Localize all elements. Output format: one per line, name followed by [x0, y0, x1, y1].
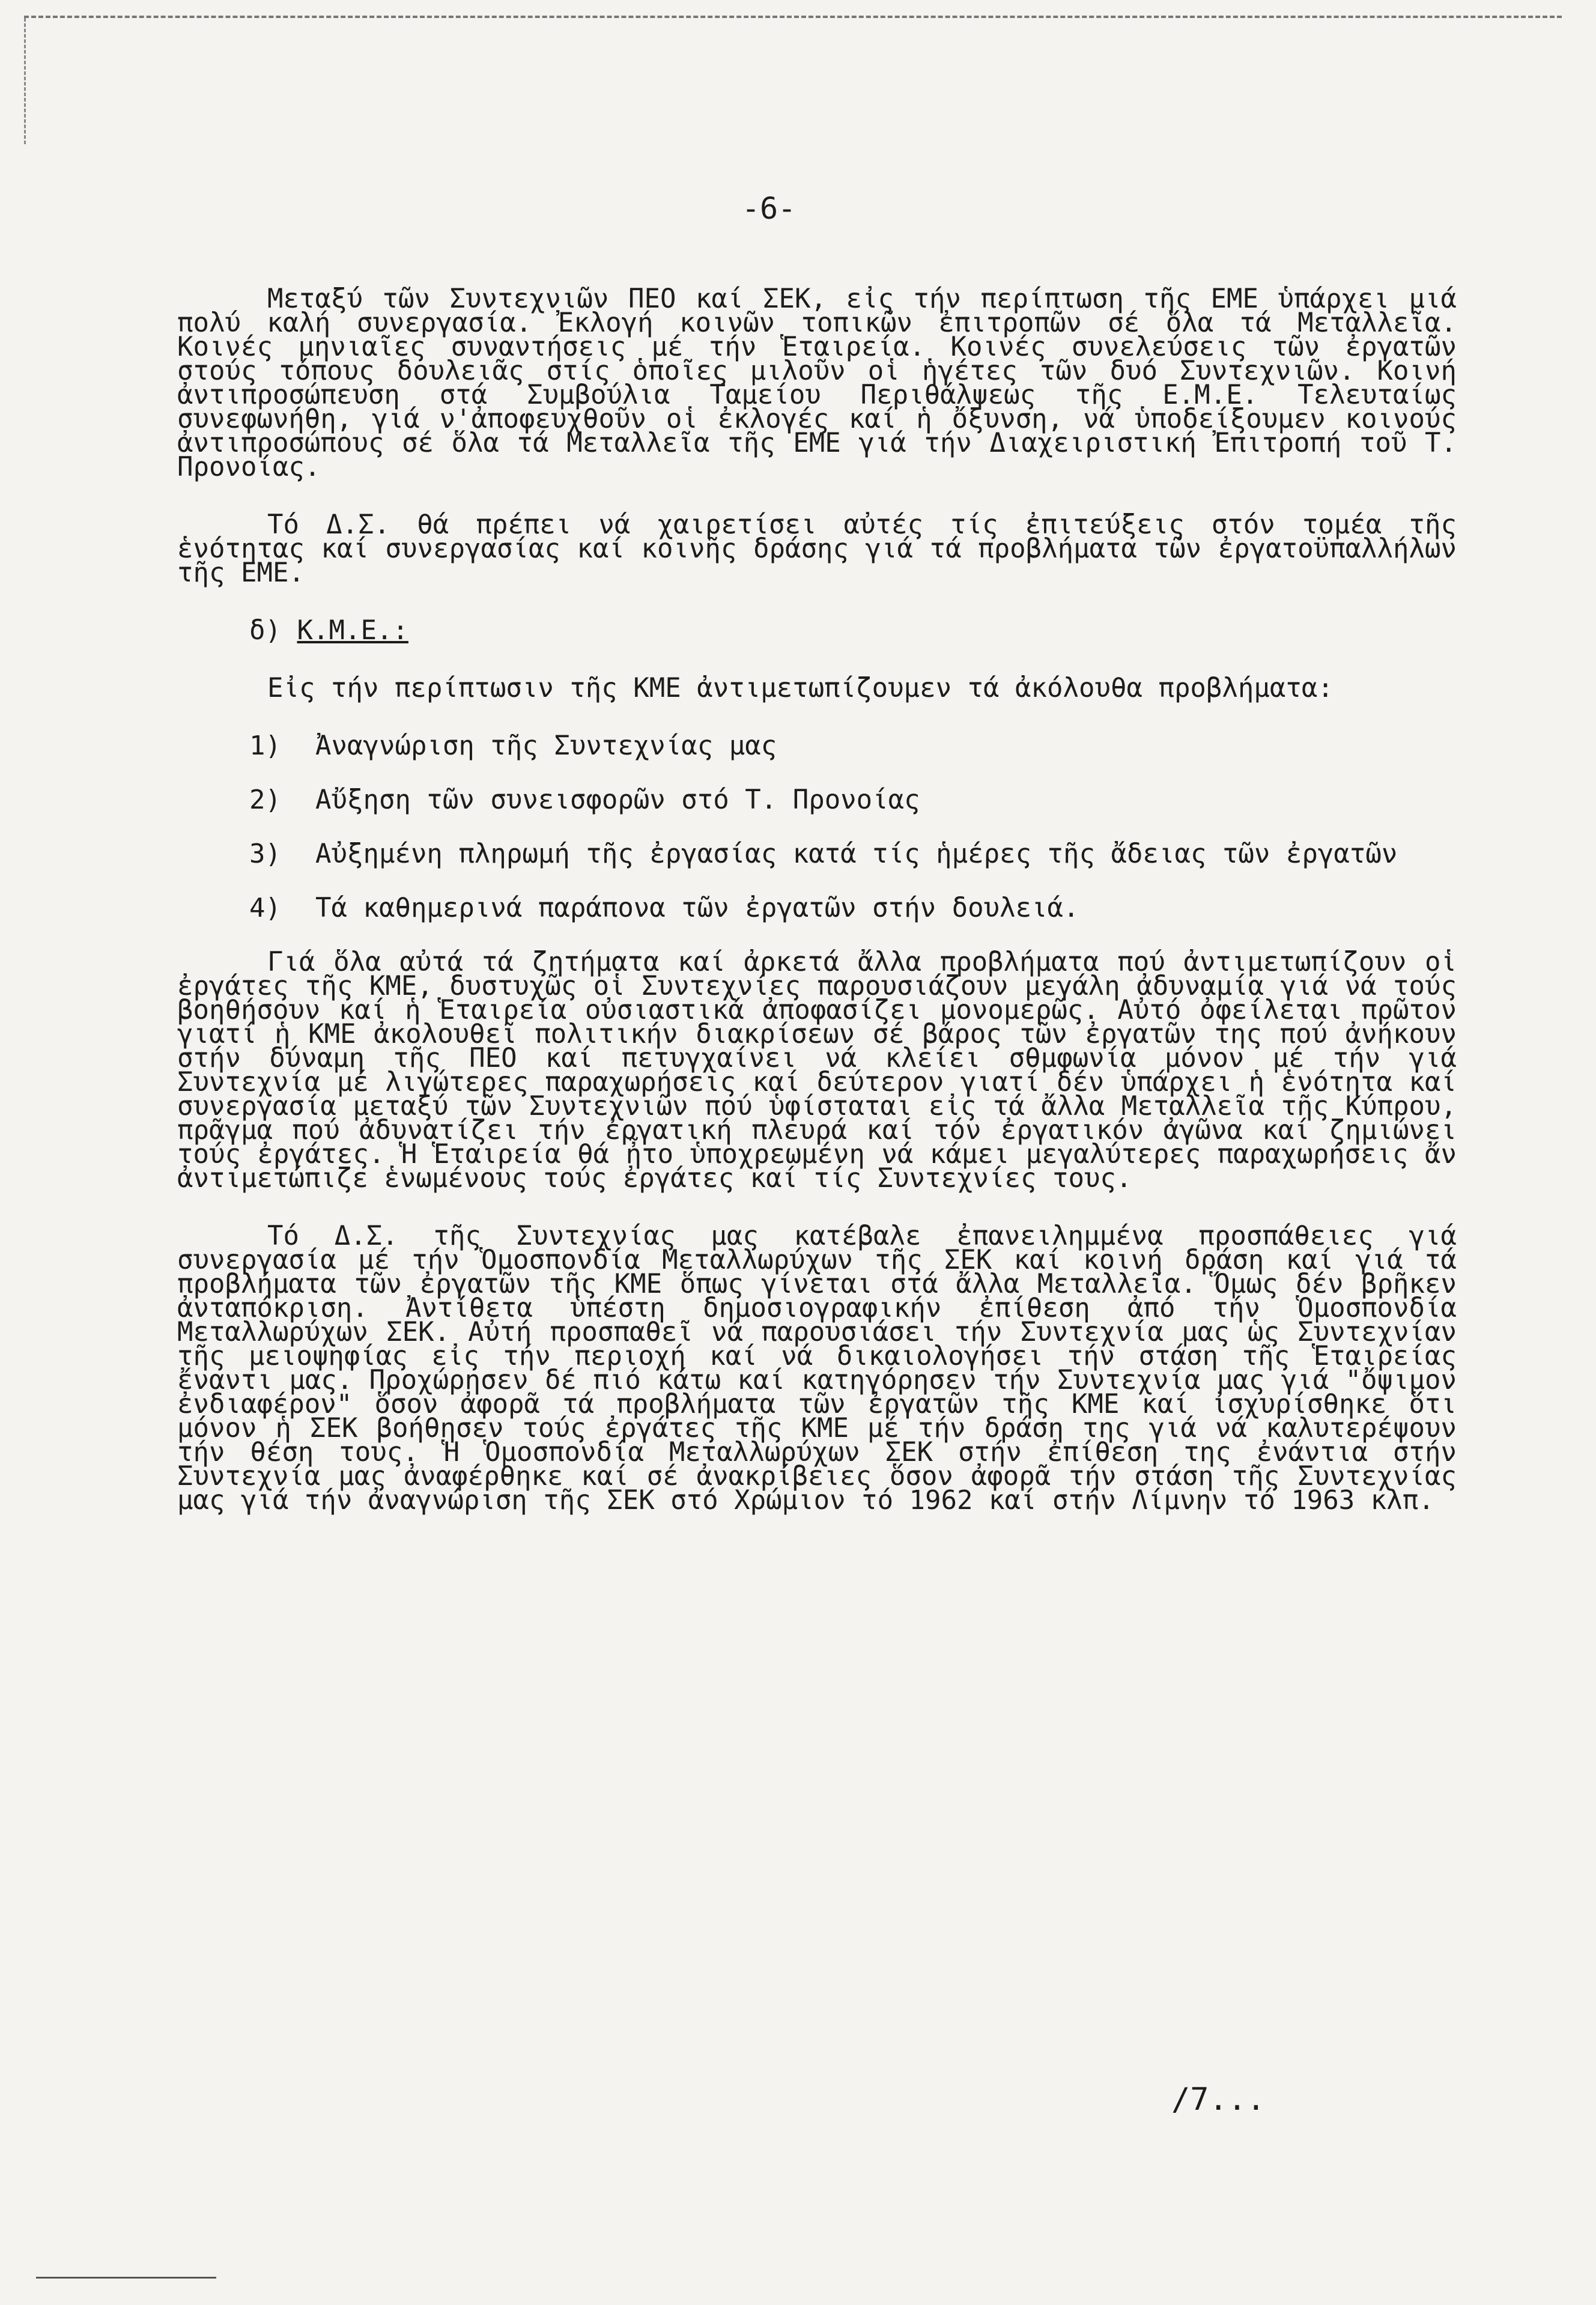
section-prefix: δ)	[249, 615, 281, 646]
list-item	[177, 893, 1457, 923]
page-number: -6-	[741, 191, 796, 226]
list-number: 1)	[249, 730, 281, 761]
list-number: 4)	[249, 893, 281, 923]
list-item	[177, 730, 1457, 761]
paragraph-efforts: Τό Δ.Σ. τῆς Συντεχνίας μας κατέβαλε ἐπανειλημμένα προσπάθειες γιά συνεργασία μέ τήν Ὁμοσπονδία Μεταλλωρύχων τῆς ΣΕΚ καί κοινή δράση καί γιά τά προβλήματα τῶν ἐργατῶν τῆς ΚΜΕ ὅπως γίνεται στά ἄλλα Μεταλλεῖα. Ὅμως δέν βρῆκεν ἀνταπόκριση. Ἀντίθετα ὑπέστη δημοσιογραφικήν ἐπίθεση ἀπό τήν Ὁμοσπονδία Μεταλλωρύχων ΣΕΚ. Αὐτή προσπαθεῖ νά παρουσιάσει τήν Συντεχνία μας ὡς Συντεχνίαν τῆς μειοψηφίας εἰς τήν περιοχή καί νά δικαιολογήσει τήν στάση τῆς Ἑταιρείας ἔναντι μας. Προχώρησεν δέ πιό κάτω καί κατηγόρησεν τήν Συντεχνία μας γιά "ὄψιμον ἐνδιαφέρον" ὅσον ἀφορᾶ τά προβλήματα τῶν ἐργατῶν τῆς ΚΜΕ καί ἰσχυρίσθηκε ὅτι μόνον ἡ ΣΕΚ βοήθησεν τούς ἐργάτες τῆς ΚΜΕ μέ τήν δράση της γιά νά καλυτερέψουν τήν θέση τους. Ἡ Ὁμοσπονδία Μεταλλωρύχων ΣΕΚ στήν ἐπίθεση της ἐνάντια στήν Συντεχνία μας ἀναφέρθηκε καί σέ ἀνακρίβειες ὅσον ἀφορᾶ τήν στάση τῆς Συντεχνίας μας γιά τήν ἀναγνώριση τῆς ΣΕΚ στό Χρώμιον τό 1962 καί στήν Λίμνην τό 1963 κλπ.	[177, 1221, 1457, 1516]
list-text: Αὔξηση τῶν συνεισφορῶν στό Τ. Προνοίας	[315, 785, 920, 815]
paragraph-intro: Εἰς τήν περίπτωσιν τῆς ΚΜΕ ἀντιμετωπίζουμεν τά ἀκόλουθα προβλήματα:	[267, 673, 1334, 703]
scan-edge-left	[24, 18, 26, 144]
paragraph-peo-sek-cooperation: Μεταξύ τῶν Συντεχνιῶν ΠΕΟ καί ΣΕΚ, εἰς τήν περίπτωση τῆς ΕΜΕ ὑπάρχει μιά πολύ καλή συνεργασία. Ἐκλογή κοινῶν τοπικῶν ἐπιτροπῶν σέ ὅλα τά Μεταλλεῖα. Κοινές μηνιαῖες συναντήσεις μέ τήν Ἑταιρεία. Κοινές συνελεύσεις τῶν ἐργατῶν στούς τόπους δουλειᾶς στίς ὁποῖες μιλοῦν οἱ ἡγέτες τῶν δυό Συντεχνιῶν. Κοινή ἀντιπροσώπευση στά Συμβούλια Ταμείου Περιθάλψεως τῆς Ε.Μ.Ε. Τελευταίως συνεφωνήθη, γιά ν'ἀποφευχθοῦν οἱ ἐκλογές καί ἡ ὄξυνση, νά ὑποδείξουμεν κοινούς ἀντιπροσώπους σέ ὅλα τά Μεταλλεῖα τῆς ΕΜΕ γιά τήν Διαχειριστική Ἐπιτροπή τοῦ Τ. Προνοίας.	[177, 284, 1457, 482]
list-item	[177, 839, 1457, 869]
section-label: Κ.Μ.Ε.:	[297, 615, 408, 646]
section-heading	[177, 615, 1457, 646]
problems-list	[177, 730, 1457, 923]
paragraph-weakness: Γιά ὅλα αὐτά τά ζητήματα καί ἀρκετά ἄλλα προβλήματα πού ἀντιμετωπίζουν οἱ ἐργάτες τῆς ΚΜΕ, δυστυχῶς οἱ Συντεχνίες παρουσιάζουν μεγάλη ἀδυναμία γιά νά τούς βοηθήσουν καί ἡ Ἑταιρεία οὐσιαστικά ἀποφασίζει μονομερῶς. Αὐτό ὀφείλεται πρῶτον γιατί ἡ ΚΜΕ ἀκολουθεῖ πολιτικήν διακρίσεων σέ βάρος τῶν ἐργατῶν της πού ἀνήκουν στήν δύναμη τῆς ΠΕΟ καί πετυγχαίνει νά κλείει σθμφωνία μόνον μέ τήν γιά Συντεχνία μέ λιγώτερες παραχωρήσεις καί δεύτερον γιατί δέν ὑπάρχει ἡ ἑνότητα καί συνεργασία μεταξύ τῶν Συντεχνιῶν πού ὑφίσταται εἰς τά ἄλλα Μεταλλεῖα τῆς Κύπρου, πρᾶγμα πού ἀδυνατίζει τήν ἐργατική πλευρά καί τόν ἐργατικόν ἀγῶνα καί ζημιώνει τούς ἐργάτες. Ἡ Ἑταιρεία θά ἦτο ὑποχρεωμένη νά κάμει μεγαλύτερες παραχωρήσεις ἄν ἀντιμετώπιζε ἑνωμένους τούς ἐργάτες καί τίς Συντεχνίες τους.	[177, 947, 1457, 1194]
list-text: Αὐξημένη πληρωμή τῆς ἐργασίας κατά τίς ἡμέρες τῆς ἄδειας τῶν ἐργατῶν	[315, 839, 1398, 869]
continuation-marker: /7...	[1171, 2082, 1266, 2118]
list-text: Τά καθημερινά παράπονα τῶν ἐργατῶν στήν δουλειά.	[315, 893, 1079, 923]
document-body	[177, 284, 1457, 1546]
scan-edge-top	[24, 16, 1562, 18]
paragraph-board-greeting: Τό Δ.Σ. θά πρέπει νά χαιρετίσει αὐτές τίς ἐπιτεύξεις στόν τομέα τῆς ἑνότητας καί συνεργασίας καί κοινῆς δράσης γιά τά προβλήματα τῶν ἐργατοϋπαλλήλων τῆς ΕΜΕ.	[177, 509, 1457, 588]
list-number: 2)	[249, 785, 281, 815]
list-number: 3)	[249, 839, 281, 869]
scan-edge-bottom	[36, 2277, 216, 2279]
list-text: Ἀναγνώριση τῆς Συντεχνίας μας	[315, 730, 777, 761]
list-item	[177, 785, 1457, 815]
